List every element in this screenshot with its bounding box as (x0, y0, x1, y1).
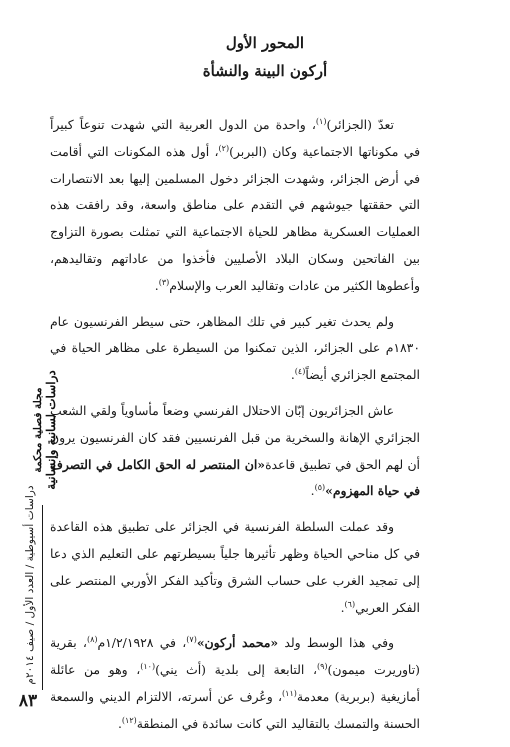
footnote-ref: (٣) (158, 277, 170, 287)
text-run: . (154, 277, 159, 293)
text-run: . (340, 599, 345, 615)
footnote-ref: (١٢) (121, 715, 137, 725)
emphasis-text: «ان المنتصر له الحق الكامل في التصرف في حياة المهزوم» (50, 456, 420, 499)
text-run: وفي هذا الوسط ولد (278, 635, 394, 651)
footnote-ref: (١) (315, 116, 327, 126)
text-run: ، وعُرف عن أسرته، الالتزام الديني والسمعة الحسنة والتمسك بالتقاليد التي كانت سائدة في المنطقة (50, 688, 420, 731)
text-run: ، في ١/٢/١٩٢٨م (97, 635, 187, 651)
text-run: . (117, 715, 122, 731)
footnote-ref: (٢) (218, 143, 230, 153)
footnote-ref: (٤) (294, 367, 306, 377)
footnote-ref: (١٠) (140, 662, 156, 672)
paragraph (50, 112, 420, 300)
text-run: تعدّ (الجزائر) (326, 117, 394, 132)
footnote-ref: (٥) (314, 483, 326, 493)
body-text (50, 112, 420, 747)
issue-line: دراسات أسيوطية / العدد الأول / صيف ٢٠١٤م (24, 485, 36, 685)
footnote-ref: (٦) (344, 599, 356, 609)
journal-logo-subtitle: مجلة فصلية محكمة (32, 387, 44, 473)
journal-logo-title: دراسات لسانية وإنسانية (44, 370, 58, 490)
text-run: ، التابعة إلى بلدية (أث يني) (155, 662, 317, 678)
text-run: عاش الجزائريون إبّان الاحتلال الفرنسي وضعاً مأساوياً ولقي الشعب الجزائري الإهانة والسخرية من قبل الفرنسيين فقد كان الفرنسيون يرون أن لهم الحق في تطبيق قاعدة (50, 402, 420, 472)
footnote-ref: (٧) (186, 635, 197, 645)
section-heading: المحور الأول (225, 34, 305, 52)
text-run: ، أول هذه المكونات التي أقامت في أرض الجزائر، وشهدت الجزائر دخول المسلمين إليها بعد الانتصارات التي حققتها جيوشهم في التقدم على مناطق واسعة، وقد رافقت هذه العمليات العسكرية مظاهر للحياة الاجتماعية التي تمثلت بصورة التزاوج بين الفاتحين وسكان البلاد الأصليين فأخذوا من عاداتهم وتقاليدهم، وأعطوها الكثير من عادات وتقاليد العرب والإسلام (50, 143, 420, 293)
footnote-ref: (١١) (282, 688, 297, 698)
chapter-title: أركون البينة والنشأة (202, 62, 328, 80)
text-run: ولم يحدث تغير كبير في تلك المظاهر، حتى سيطر الفرنسيون عام ١٨٣٠م على الجزائر، الذين تمكنوا من السيطرة على مظاهر الحياة في المجتمع الجزائري أيضاً (50, 313, 420, 383)
paragraph (50, 309, 420, 389)
text-run: ، واحدة من الدول العربية التي شهدت تنوعاً كبيراً في مكوناتها الاجتماعية وكان (البربر) (50, 117, 420, 159)
text-run: وقد عملت السلطة الفرنسية في الجزائر على تطبيق هذه القاعدة في كل مناحي الحياة وظهر تأثيرها جلياً بسيطرتهم على التعليم الذي دعا إلى تمجيد الغرب على حساب الشرق وتأكيد الفكر الأوربي المنتصر على الفكر العربي (50, 519, 420, 615)
text-run: . (310, 483, 315, 499)
footnote-ref: (٨) (86, 635, 98, 645)
text-run: ، وهو من عائلة أمازيغية (بربرية) معدمة (50, 662, 420, 704)
margin-divider (42, 505, 43, 690)
emphasis-text: «محمد أركون» (196, 635, 279, 651)
paragraph (50, 630, 420, 737)
journal-logo (18, 165, 58, 490)
footnote-ref: (٩) (316, 662, 328, 672)
page-number: ٨٣ (18, 691, 38, 711)
text-run: ، بقرية (تاوريرت ميمون) (50, 635, 420, 678)
margin-strip (0, 0, 58, 721)
paragraph (50, 514, 420, 621)
paragraph (50, 398, 420, 505)
text-run: . (290, 367, 295, 383)
